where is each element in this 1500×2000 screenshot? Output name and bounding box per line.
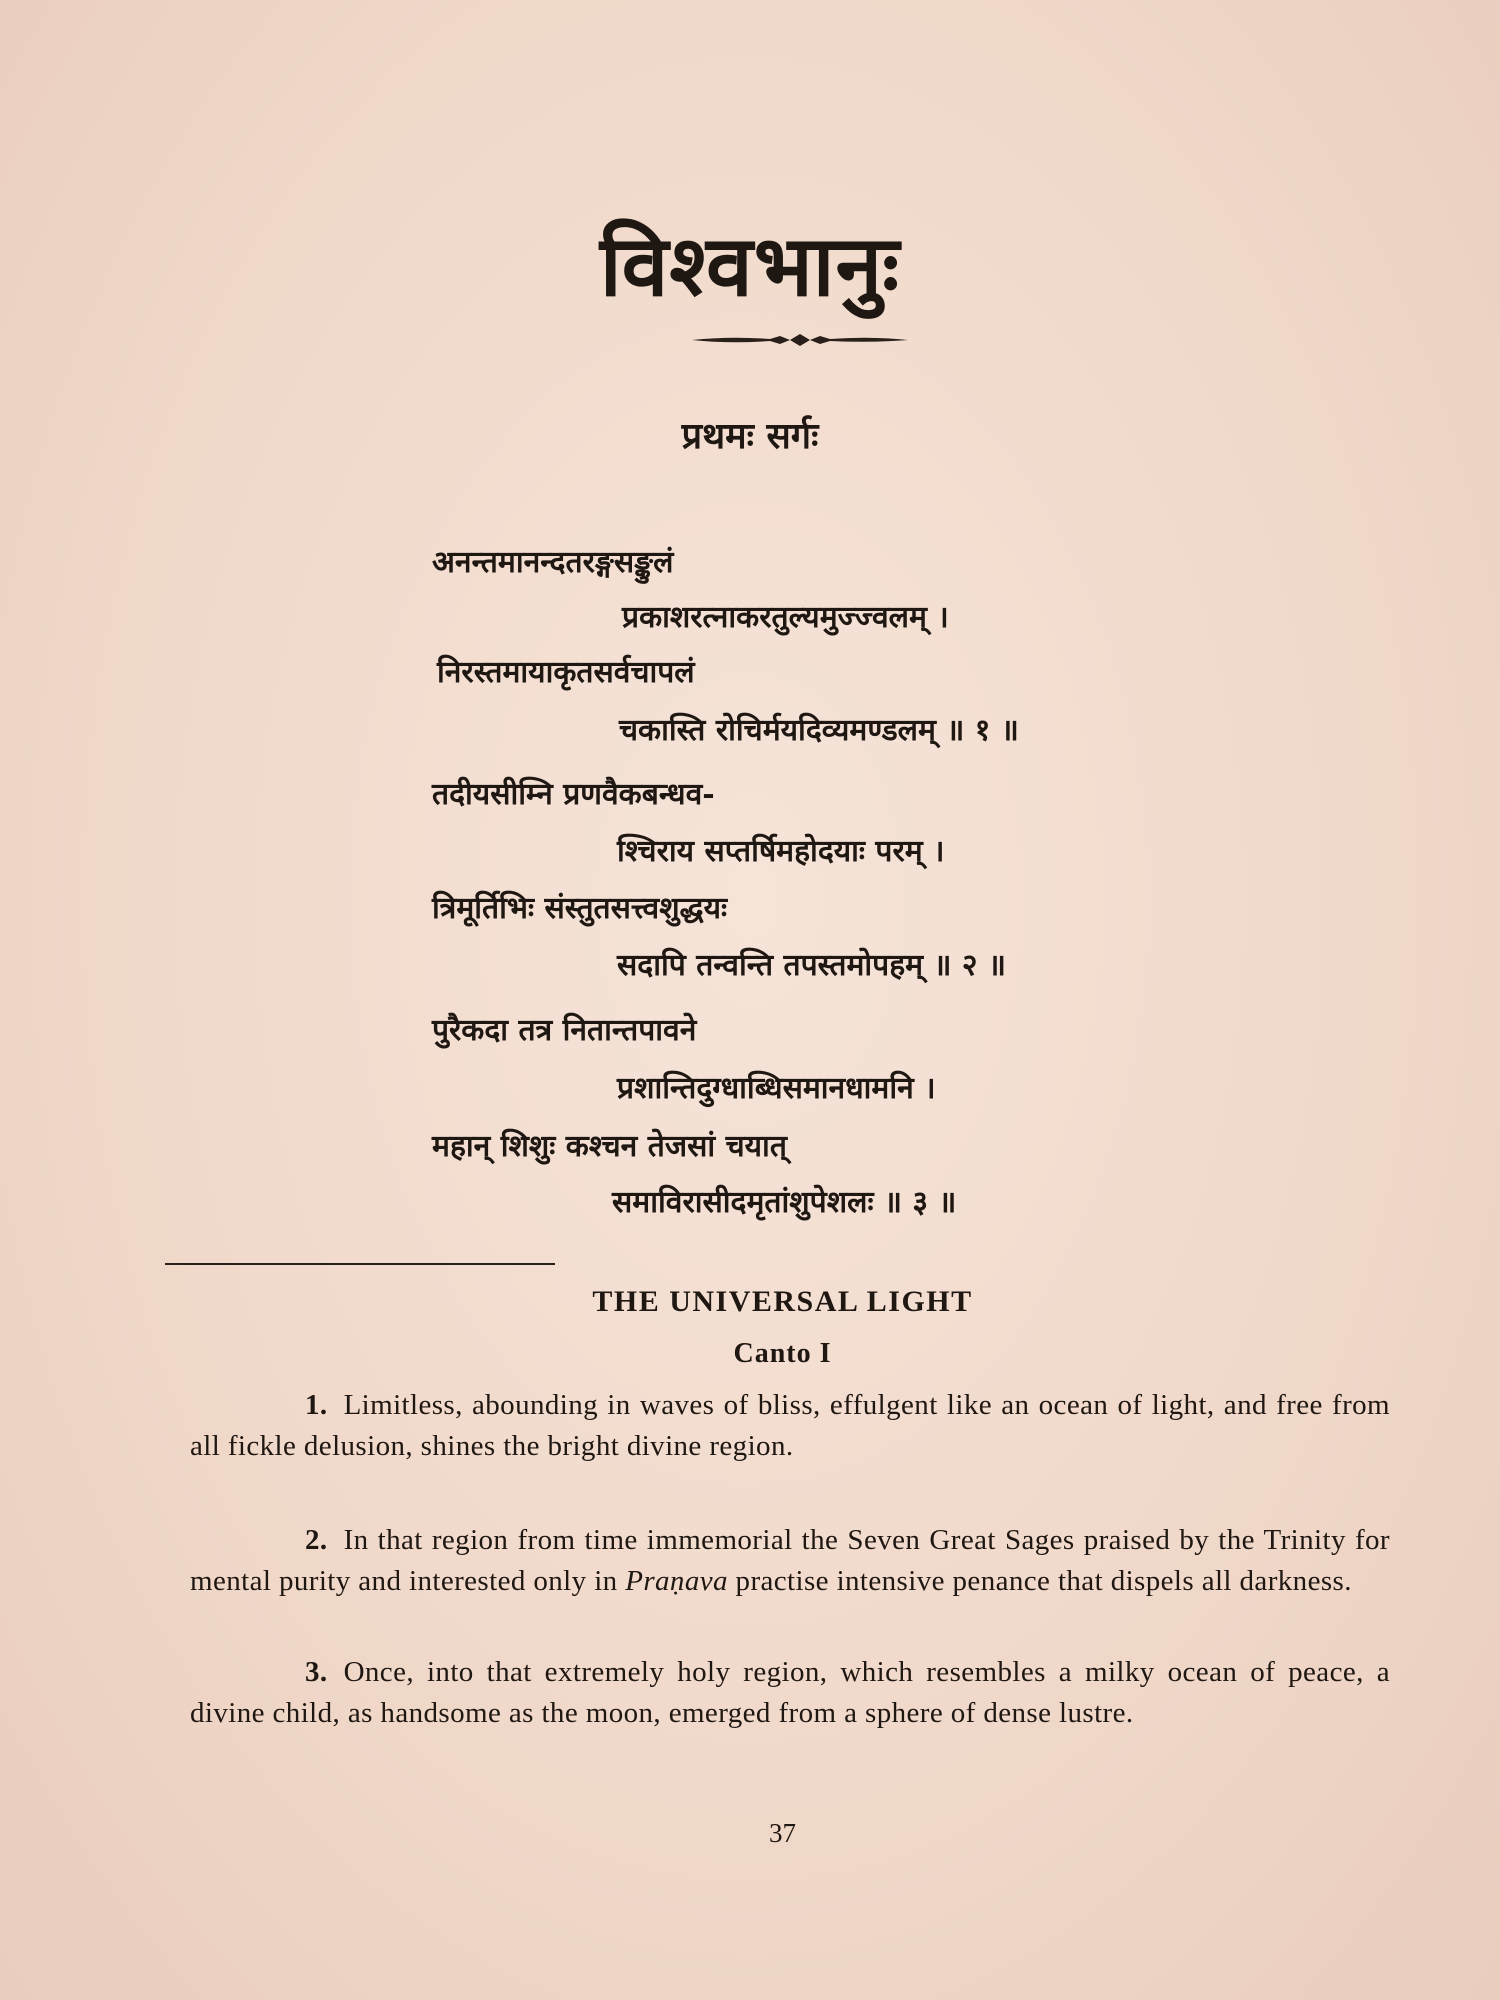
sanskrit-title: विश्वभानुः — [599, 216, 901, 315]
paragraph-text: Limitless, abounding in waves of bliss, effulgent like an ocean of light, and free from all fickle delusion, shines the bright divine region. — [190, 1389, 1390, 1462]
translation-canto: Canto I — [733, 1338, 832, 1369]
verse-line-8: सदापि तन्वन्ति तपस्तमोपहम् ॥ २ ॥ — [617, 948, 1006, 983]
verse-line-7: त्रिमूर्तिभिः संस्तुतसत्त्वशुद्धयः — [432, 891, 728, 926]
paragraph-text-continued: practise intensive penance that dispels all darkness. — [735, 1565, 1352, 1597]
paragraph-text: Once, into that extremely holy region, which resembles a milky ocean of peace, a divine child, as handsome as the moon, emerged from a sphere of dense lustre. — [190, 1656, 1390, 1729]
verse-line-3: निरस्तमायाकृतसर्वचापलं — [437, 655, 695, 690]
pranava-term: Praṇava — [625, 1565, 728, 1597]
paragraph-number: 3. — [305, 1656, 328, 1688]
verse-line-2: प्रकाशरत्नाकरतुल्यमुज्ज्वलम् । — [622, 600, 949, 635]
verse-line-5: तदीयसीम्नि प्रणवैकबन्धव- — [432, 777, 715, 812]
verse-line-10: प्रशान्तिदुग्धाब्धिसमानधामनि । — [617, 1071, 936, 1106]
translation-paragraph-3 — [190, 1652, 1390, 1734]
verse-line-6: श्चिराय सप्तर्षिमहोदयाः परम् । — [617, 834, 945, 869]
footnote-rule — [165, 1263, 555, 1265]
translation-title: THE UNIVERSAL LIGHT — [592, 1285, 973, 1318]
paragraph-number: 2. — [305, 1524, 328, 1556]
translation-paragraph-1 — [190, 1385, 1390, 1467]
translation-paragraph-2 — [190, 1520, 1390, 1602]
verse-line-1: अनन्तमानन्दतरङ्गसङ्कुलं — [432, 545, 674, 580]
verse-line-11: महान् शिशुः कश्चन तेजसां चयात् — [432, 1129, 787, 1164]
paragraph-number: 1. — [305, 1389, 328, 1421]
verse-line-4: चकास्ति रोचिर्मयदिव्यमण्डलम् ॥ १ ॥ — [619, 713, 1019, 748]
verse-line-9: पुरैकदा तत्र नितान्तपावने — [432, 1013, 697, 1048]
verse-line-12: समाविरासीदमृतांशुपेशलः ॥ ३ ॥ — [612, 1185, 957, 1220]
paragraph-text: In that region from time immemorial the Seven Great Sages praised by the Trinity for mental purity and interested only in — [190, 1524, 1390, 1597]
ornament-divider-icon — [690, 330, 910, 350]
sanskrit-canto-heading: प्रथमः सर्गः — [681, 415, 819, 457]
page-number: 37 — [769, 1818, 796, 1848]
